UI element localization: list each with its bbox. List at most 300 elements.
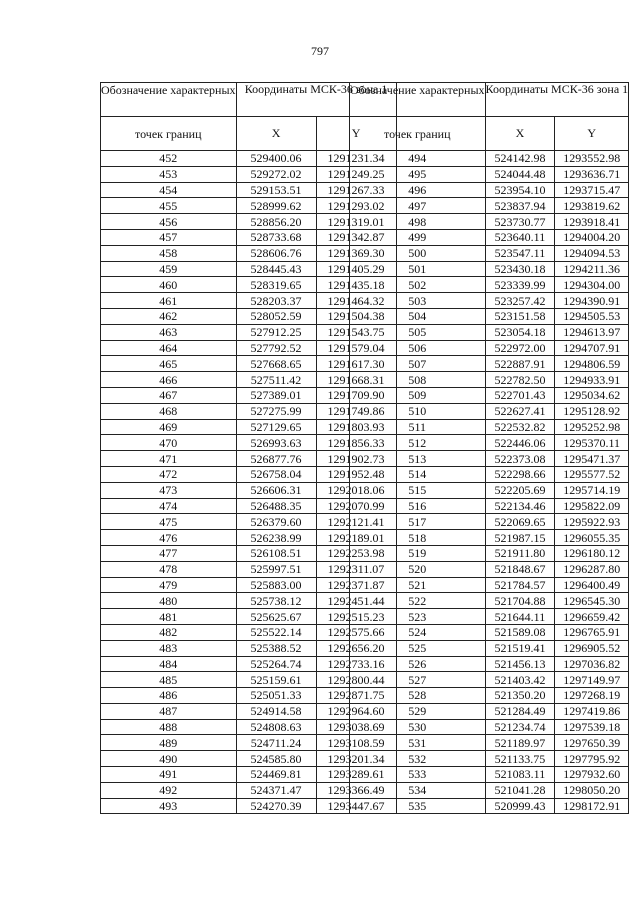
y-value: 1292311.07 xyxy=(316,561,396,577)
x-value: 528606.76 xyxy=(236,245,316,261)
x-value: 523430.18 xyxy=(485,261,555,277)
x-value: 527129.65 xyxy=(236,419,316,435)
point-number: 489 xyxy=(101,735,237,751)
y-value: 1294505.53 xyxy=(555,308,629,324)
point-number: 496 xyxy=(350,182,486,198)
coords-header: Координаты МСК-36 зона 1 xyxy=(236,83,396,117)
point-number: 470 xyxy=(101,435,237,451)
y-value: 1293552.98 xyxy=(555,151,629,167)
table-row xyxy=(350,419,629,435)
point-number: 483 xyxy=(101,640,237,656)
table-row xyxy=(350,229,629,245)
point-number: 518 xyxy=(350,530,486,546)
table-row xyxy=(350,451,629,467)
x-value: 521133.75 xyxy=(485,751,555,767)
point-number: 464 xyxy=(101,340,237,356)
point-number: 509 xyxy=(350,387,486,403)
point-number: 497 xyxy=(350,198,486,214)
point-number: 493 xyxy=(101,798,237,814)
x-value: 523640.11 xyxy=(485,229,555,245)
point-number: 456 xyxy=(101,214,237,230)
y-value: 1295822.09 xyxy=(555,498,629,514)
point-number: 475 xyxy=(101,514,237,530)
point-number: 452 xyxy=(101,151,237,167)
table-row xyxy=(350,372,629,388)
y-value: 1291249.25 xyxy=(316,166,396,182)
y-value: 1295922.93 xyxy=(555,514,629,530)
x-value: 526993.63 xyxy=(236,435,316,451)
point-number: 458 xyxy=(101,245,237,261)
point-number: 484 xyxy=(101,656,237,672)
table-row xyxy=(350,735,629,751)
x-value: 525997.51 xyxy=(236,561,316,577)
table-row xyxy=(350,751,629,767)
point-number: 459 xyxy=(101,261,237,277)
table-row xyxy=(350,182,629,198)
table-row xyxy=(350,482,629,498)
x-value: 522069.65 xyxy=(485,514,555,530)
y-value: 1296765.91 xyxy=(555,624,629,640)
x-header: X xyxy=(485,117,555,151)
point-number: 514 xyxy=(350,466,486,482)
table-row xyxy=(350,719,629,735)
y-value: 1293918.41 xyxy=(555,214,629,230)
y-value: 1292515.23 xyxy=(316,609,396,625)
x-value: 524469.81 xyxy=(236,767,316,783)
x-value: 521456.13 xyxy=(485,656,555,672)
x-value: 523837.94 xyxy=(485,198,555,214)
point-number: 490 xyxy=(101,751,237,767)
x-value: 522887.91 xyxy=(485,356,555,372)
point-number: 532 xyxy=(350,751,486,767)
x-value: 521848.67 xyxy=(485,561,555,577)
table-row xyxy=(350,498,629,514)
x-value: 525264.74 xyxy=(236,656,316,672)
table-row xyxy=(350,609,629,625)
x-value: 521704.88 xyxy=(485,593,555,609)
x-value: 521911.80 xyxy=(485,545,555,561)
x-value: 528203.37 xyxy=(236,293,316,309)
x-value: 520999.43 xyxy=(485,798,555,814)
y-value: 1291617.30 xyxy=(316,356,396,372)
point-number: 487 xyxy=(101,703,237,719)
y-value: 1296545.30 xyxy=(555,593,629,609)
point-number: 492 xyxy=(101,782,237,798)
coordinates-tables xyxy=(100,82,629,819)
page-number: 797 xyxy=(311,44,329,58)
x-value: 522373.08 xyxy=(485,451,555,467)
x-value: 523954.10 xyxy=(485,182,555,198)
x-value: 523151.58 xyxy=(485,308,555,324)
point-number: 461 xyxy=(101,293,237,309)
x-value: 527511.42 xyxy=(236,372,316,388)
table-row xyxy=(350,703,629,719)
x-value: 527275.99 xyxy=(236,403,316,419)
y-value: 1292121.41 xyxy=(316,514,396,530)
y-value: 1294094.53 xyxy=(555,245,629,261)
y-value: 1292964.60 xyxy=(316,703,396,719)
y-value: 1295128.92 xyxy=(555,403,629,419)
point-number: 457 xyxy=(101,229,237,245)
y-value: 1295034.62 xyxy=(555,387,629,403)
table-row xyxy=(350,640,629,656)
y-header: Y xyxy=(316,117,396,151)
x-value: 521350.20 xyxy=(485,688,555,704)
table-row xyxy=(350,308,629,324)
x-value: 524371.47 xyxy=(236,782,316,798)
y-value: 1295252.98 xyxy=(555,419,629,435)
y-value: 1294390.91 xyxy=(555,293,629,309)
point-number: 466 xyxy=(101,372,237,388)
x-value: 529272.02 xyxy=(236,166,316,182)
x-value: 524585.80 xyxy=(236,751,316,767)
y-value: 1297149.97 xyxy=(555,672,629,688)
y-value: 1292656.20 xyxy=(316,640,396,656)
x-value: 522134.46 xyxy=(485,498,555,514)
x-header: X xyxy=(236,117,316,151)
point-number: 480 xyxy=(101,593,237,609)
point-number: 460 xyxy=(101,277,237,293)
table-row xyxy=(350,387,629,403)
y-value: 1297419.86 xyxy=(555,703,629,719)
x-value: 526606.31 xyxy=(236,482,316,498)
table-row xyxy=(350,151,629,167)
table-row xyxy=(350,545,629,561)
y-value: 1293819.62 xyxy=(555,198,629,214)
point-number: 508 xyxy=(350,372,486,388)
y-value: 1292451.44 xyxy=(316,593,396,609)
x-value: 522972.00 xyxy=(485,340,555,356)
designation-header-top: Обозначение характерных xyxy=(350,83,486,117)
table-row xyxy=(350,656,629,672)
table-row xyxy=(350,340,629,356)
y-value: 1292575.66 xyxy=(316,624,396,640)
point-number: 530 xyxy=(350,719,486,735)
point-number: 533 xyxy=(350,767,486,783)
point-number: 534 xyxy=(350,782,486,798)
point-number: 471 xyxy=(101,451,237,467)
point-number: 477 xyxy=(101,545,237,561)
point-number: 521 xyxy=(350,577,486,593)
y-value: 1298172.91 xyxy=(555,798,629,814)
x-value: 523257.42 xyxy=(485,293,555,309)
x-value: 524142.98 xyxy=(485,151,555,167)
point-number: 528 xyxy=(350,688,486,704)
point-number: 502 xyxy=(350,277,486,293)
point-number: 501 xyxy=(350,261,486,277)
table-row xyxy=(350,324,629,340)
y-value: 1296180.12 xyxy=(555,545,629,561)
x-value: 525522.14 xyxy=(236,624,316,640)
point-number: 472 xyxy=(101,466,237,482)
x-value: 529153.51 xyxy=(236,182,316,198)
x-value: 523730.77 xyxy=(485,214,555,230)
table-row xyxy=(350,672,629,688)
y-value: 1298050.20 xyxy=(555,782,629,798)
y-value: 1291709.90 xyxy=(316,387,396,403)
x-value: 522446.06 xyxy=(485,435,555,451)
y-value: 1291668.31 xyxy=(316,372,396,388)
x-value: 526108.51 xyxy=(236,545,316,561)
point-number: 485 xyxy=(101,672,237,688)
coords-header: Координаты МСК-36 зона 1 xyxy=(485,83,629,117)
x-value: 525625.67 xyxy=(236,609,316,625)
table-row xyxy=(350,261,629,277)
point-number: 453 xyxy=(101,166,237,182)
y-value: 1291405.29 xyxy=(316,261,396,277)
table-row xyxy=(350,530,629,546)
right-coordinates-table xyxy=(349,82,629,814)
point-number: 474 xyxy=(101,498,237,514)
table-row xyxy=(350,514,629,530)
y-value: 1297036.82 xyxy=(555,656,629,672)
right-table-body xyxy=(350,151,629,814)
table-row xyxy=(350,356,629,372)
y-value: 1292018.06 xyxy=(316,482,396,498)
point-number: 481 xyxy=(101,609,237,625)
x-value: 524044.48 xyxy=(485,166,555,182)
x-value: 528445.43 xyxy=(236,261,316,277)
table-row xyxy=(350,277,629,293)
table-row xyxy=(350,577,629,593)
table-row xyxy=(350,688,629,704)
point-number: 504 xyxy=(350,308,486,324)
y-value: 1292189.01 xyxy=(316,530,396,546)
y-value: 1291435.18 xyxy=(316,277,396,293)
y-value: 1291543.75 xyxy=(316,324,396,340)
designation-header-bottom: точек границ xyxy=(350,117,486,151)
point-number: 515 xyxy=(350,482,486,498)
table-row xyxy=(350,245,629,261)
x-value: 528733.68 xyxy=(236,229,316,245)
y-value: 1294211.36 xyxy=(555,261,629,277)
table-row xyxy=(350,403,629,419)
table-row xyxy=(350,214,629,230)
x-value: 527792.52 xyxy=(236,340,316,356)
table-row xyxy=(350,435,629,451)
point-number: 524 xyxy=(350,624,486,640)
x-value: 521189.97 xyxy=(485,735,555,751)
x-value: 521589.08 xyxy=(485,624,555,640)
point-number: 513 xyxy=(350,451,486,467)
point-number: 495 xyxy=(350,166,486,182)
x-value: 529400.06 xyxy=(236,151,316,167)
point-number: 522 xyxy=(350,593,486,609)
x-value: 521234.74 xyxy=(485,719,555,735)
y-value: 1297539.18 xyxy=(555,719,629,735)
y-value: 1296287.80 xyxy=(555,561,629,577)
y-value: 1296659.42 xyxy=(555,609,629,625)
point-number: 529 xyxy=(350,703,486,719)
y-value: 1295577.52 xyxy=(555,466,629,482)
x-value: 526758.04 xyxy=(236,466,316,482)
y-value: 1294004.20 xyxy=(555,229,629,245)
y-value: 1294806.59 xyxy=(555,356,629,372)
y-value: 1294707.91 xyxy=(555,340,629,356)
table-row xyxy=(350,198,629,214)
table-row xyxy=(350,466,629,482)
point-number: 494 xyxy=(350,151,486,167)
y-value: 1293447.67 xyxy=(316,798,396,814)
x-value: 521784.57 xyxy=(485,577,555,593)
point-number: 510 xyxy=(350,403,486,419)
table-row xyxy=(350,166,629,182)
y-value: 1295714.19 xyxy=(555,482,629,498)
point-number: 531 xyxy=(350,735,486,751)
x-value: 525159.61 xyxy=(236,672,316,688)
y-value: 1297268.19 xyxy=(555,688,629,704)
y-value: 1296055.35 xyxy=(555,530,629,546)
table-row xyxy=(350,593,629,609)
x-value: 522701.43 xyxy=(485,387,555,403)
x-value: 522782.50 xyxy=(485,372,555,388)
y-value: 1291579.04 xyxy=(316,340,396,356)
point-number: 455 xyxy=(101,198,237,214)
x-value: 522298.66 xyxy=(485,466,555,482)
x-value: 526488.35 xyxy=(236,498,316,514)
y-value: 1294613.97 xyxy=(555,324,629,340)
x-value: 528319.65 xyxy=(236,277,316,293)
y-value: 1291902.73 xyxy=(316,451,396,467)
y-value: 1291803.93 xyxy=(316,419,396,435)
point-number: 488 xyxy=(101,719,237,735)
point-number: 525 xyxy=(350,640,486,656)
y-value: 1295471.37 xyxy=(555,451,629,467)
x-value: 524711.24 xyxy=(236,735,316,751)
x-value: 524270.39 xyxy=(236,798,316,814)
point-number: 465 xyxy=(101,356,237,372)
x-value: 527389.01 xyxy=(236,387,316,403)
x-value: 526379.60 xyxy=(236,514,316,530)
point-number: 500 xyxy=(350,245,486,261)
y-value: 1295370.11 xyxy=(555,435,629,451)
point-number: 517 xyxy=(350,514,486,530)
x-value: 521403.42 xyxy=(485,672,555,688)
x-value: 528052.59 xyxy=(236,308,316,324)
point-number: 486 xyxy=(101,688,237,704)
x-value: 522205.69 xyxy=(485,482,555,498)
point-number: 503 xyxy=(350,293,486,309)
y-value: 1292070.99 xyxy=(316,498,396,514)
y-value: 1297795.92 xyxy=(555,751,629,767)
point-number: 479 xyxy=(101,577,237,593)
x-value: 521987.15 xyxy=(485,530,555,546)
x-value: 524914.58 xyxy=(236,703,316,719)
table-row xyxy=(350,624,629,640)
x-value: 522627.41 xyxy=(485,403,555,419)
y-value: 1292871.75 xyxy=(316,688,396,704)
y-value: 1291293.02 xyxy=(316,198,396,214)
point-number: 468 xyxy=(101,403,237,419)
x-value: 524808.63 xyxy=(236,719,316,735)
point-number: 512 xyxy=(350,435,486,451)
point-number: 463 xyxy=(101,324,237,340)
y-value: 1291319.01 xyxy=(316,214,396,230)
designation-header-top: Обозначение характерных xyxy=(101,83,237,117)
x-value: 526877.76 xyxy=(236,451,316,467)
x-value: 526238.99 xyxy=(236,530,316,546)
point-number: 526 xyxy=(350,656,486,672)
y-value: 1294933.91 xyxy=(555,372,629,388)
x-value: 521284.49 xyxy=(485,703,555,719)
point-number: 467 xyxy=(101,387,237,403)
x-value: 527668.65 xyxy=(236,356,316,372)
y-value: 1297932.60 xyxy=(555,767,629,783)
table-row xyxy=(350,782,629,798)
point-number: 491 xyxy=(101,767,237,783)
y-value: 1291464.32 xyxy=(316,293,396,309)
point-number: 499 xyxy=(350,229,486,245)
point-number: 469 xyxy=(101,419,237,435)
point-number: 473 xyxy=(101,482,237,498)
x-value: 528856.20 xyxy=(236,214,316,230)
y-value: 1291342.87 xyxy=(316,229,396,245)
x-value: 521083.11 xyxy=(485,767,555,783)
x-value: 521644.11 xyxy=(485,609,555,625)
y-value: 1291267.33 xyxy=(316,182,396,198)
x-value: 523054.18 xyxy=(485,324,555,340)
y-value: 1297650.39 xyxy=(555,735,629,751)
y-value: 1292371.87 xyxy=(316,577,396,593)
point-number: 506 xyxy=(350,340,486,356)
y-value: 1296400.49 xyxy=(555,577,629,593)
table-row xyxy=(350,767,629,783)
y-value: 1293715.47 xyxy=(555,182,629,198)
y-header: Y xyxy=(555,117,629,151)
y-value: 1291749.86 xyxy=(316,403,396,419)
point-number: 478 xyxy=(101,561,237,577)
point-number: 454 xyxy=(101,182,237,198)
table-row xyxy=(350,798,629,814)
point-number: 519 xyxy=(350,545,486,561)
x-value: 522532.82 xyxy=(485,419,555,435)
table-row xyxy=(350,561,629,577)
y-value: 1292253.98 xyxy=(316,545,396,561)
point-number: 520 xyxy=(350,561,486,577)
x-value: 525738.12 xyxy=(236,593,316,609)
y-value: 1294304.00 xyxy=(555,277,629,293)
y-value: 1292800.44 xyxy=(316,672,396,688)
x-value: 525883.00 xyxy=(236,577,316,593)
x-value: 523547.11 xyxy=(485,245,555,261)
y-value: 1291369.30 xyxy=(316,245,396,261)
y-value: 1293201.34 xyxy=(316,751,396,767)
y-value: 1291856.33 xyxy=(316,435,396,451)
y-value: 1292733.16 xyxy=(316,656,396,672)
y-value: 1296905.52 xyxy=(555,640,629,656)
point-number: 498 xyxy=(350,214,486,230)
point-number: 505 xyxy=(350,324,486,340)
point-number: 516 xyxy=(350,498,486,514)
y-value: 1293038.69 xyxy=(316,719,396,735)
point-number: 535 xyxy=(350,798,486,814)
y-value: 1293636.71 xyxy=(555,166,629,182)
x-value: 523339.99 xyxy=(485,277,555,293)
designation-header-bottom: точек границ xyxy=(101,117,237,151)
point-number: 476 xyxy=(101,530,237,546)
point-number: 511 xyxy=(350,419,486,435)
point-number: 507 xyxy=(350,356,486,372)
x-value: 521519.41 xyxy=(485,640,555,656)
point-number: 523 xyxy=(350,609,486,625)
x-value: 528999.62 xyxy=(236,198,316,214)
y-value: 1293289.61 xyxy=(316,767,396,783)
y-value: 1293108.59 xyxy=(316,735,396,751)
x-value: 527912.25 xyxy=(236,324,316,340)
y-value: 1291952.48 xyxy=(316,466,396,482)
table-row xyxy=(350,293,629,309)
y-value: 1293366.49 xyxy=(316,782,396,798)
